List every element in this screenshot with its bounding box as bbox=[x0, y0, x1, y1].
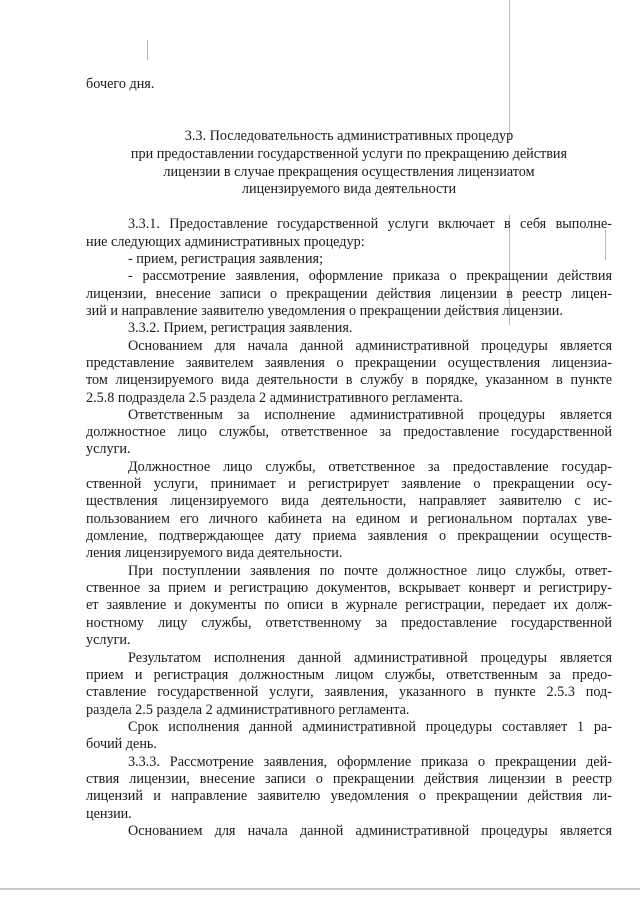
paragraph-line: ществления лицензируемого вида деятельности, направляет заявителю с ис- bbox=[86, 493, 612, 509]
subsection-heading: 3.3.3. Рассмотрение заявления, оформление приказа о прекращении дей- bbox=[128, 754, 612, 770]
paragraph-line: ствия лицензии, внесение записи о прекращении действия лицензии в реестр bbox=[86, 771, 612, 787]
scan-artifact-line bbox=[509, 0, 510, 140]
paragraph-line: Должностное лицо службы, ответственное за предоставление государ- bbox=[128, 459, 612, 475]
paragraph-line: лицензии, внесение записи о прекращении действия лицензии в реестр лицен- bbox=[86, 286, 612, 302]
paragraph-line: цензии. bbox=[86, 806, 132, 822]
paragraph-line: услуги. bbox=[86, 632, 131, 648]
section-heading-line-3: лицензии в случае прекращения осуществления лицензиатом bbox=[163, 164, 535, 180]
paragraph-line: том лицензируемого вида деятельности в службу в порядке, указанном в пункте bbox=[86, 372, 612, 388]
paragraph-line: ностному лицу службы, ответственному за предоставление государственной bbox=[86, 615, 612, 631]
paragraph-line: ственное за прием и регистрацию документов, вскрывает конверт и регистриру- bbox=[86, 580, 612, 596]
section-heading-line-2: при предоставлении государственной услуги по прекращению действия bbox=[130, 146, 568, 162]
paragraph-line: должностное лицо службы, ответственное за предоставление государственной bbox=[86, 424, 612, 440]
top-fragment: бочего дня. bbox=[86, 76, 155, 92]
paragraph-line: Срок исполнения данной административной процедуры составляет 1 ра- bbox=[128, 719, 612, 735]
paragraph-line: зий и направление заявителю уведомления о прекращении действия лицензии. bbox=[86, 303, 563, 319]
subsection-heading: 3.3.2. Прием, регистрация заявления. bbox=[128, 320, 353, 336]
paragraph-line: лицензий и направление заявителю уведомления о прекращении действия ли- bbox=[86, 788, 612, 804]
section-heading-line-4: лицензируемого вида деятельности bbox=[241, 181, 457, 197]
scan-bottom-edge bbox=[0, 888, 640, 890]
paragraph-line: бочий день. bbox=[86, 736, 157, 752]
paragraph-line: Ответственным за исполнение административной процедуры является bbox=[128, 407, 612, 423]
paragraph-line: прием и регистрация должностным лицом службы, ответственным за предо- bbox=[86, 667, 612, 683]
paragraph-line: услуги. bbox=[86, 441, 131, 457]
paragraph-line: При поступлении заявления по почте должностное лицо службы, ответ- bbox=[128, 563, 612, 579]
paragraph-line: ставление государственной услуги, заявления, указанного в пункте 2.5.3 под- bbox=[86, 684, 612, 700]
paragraph-line: 2.5.8 подраздела 2.5 раздела 2 административного регламента. bbox=[86, 390, 463, 406]
paragraph-line: 3.3.1. Предоставление государственной услуги включает в себя выполне- bbox=[128, 216, 612, 232]
paragraph-line: ет заявление и документы по описи в журнале регистрации, передает их долж- bbox=[86, 597, 612, 613]
list-item: - прием, регистрация заявления; bbox=[128, 251, 324, 267]
paragraph-line: ления лицензируемого вида деятельности. bbox=[86, 545, 343, 561]
paragraph-line: Основанием для начала данной административной процедуры является bbox=[128, 823, 612, 839]
paragraph-line: ственной услуги, принимает и регистрирует заявление о прекращении осу- bbox=[86, 476, 612, 492]
paragraph-line: пользованием его личного кабинета на едином и региональном порталах уве- bbox=[86, 511, 612, 527]
paragraph-line: Результатом исполнения данной административной процедуры является bbox=[128, 650, 612, 666]
paragraph-line: раздела 2.5 раздела 2 административного регламента. bbox=[86, 702, 410, 718]
paragraph-line: ние следующих административных процедур: bbox=[86, 234, 365, 250]
scan-artifact-line bbox=[147, 40, 148, 60]
section-heading-line-1: 3.3. Последовательность административных процедур bbox=[184, 128, 514, 144]
paragraph-line: домление, подтверждающее дату приема заявления о прекращении осуществ- bbox=[86, 528, 612, 544]
list-item: - рассмотрение заявления, оформление приказа о прекращении действия bbox=[128, 268, 612, 284]
paragraph-line: Основанием для начала данной административной процедуры является bbox=[128, 338, 612, 354]
paragraph-line: представление заявителем заявления о прекращении осуществления лицензиа- bbox=[86, 355, 612, 371]
